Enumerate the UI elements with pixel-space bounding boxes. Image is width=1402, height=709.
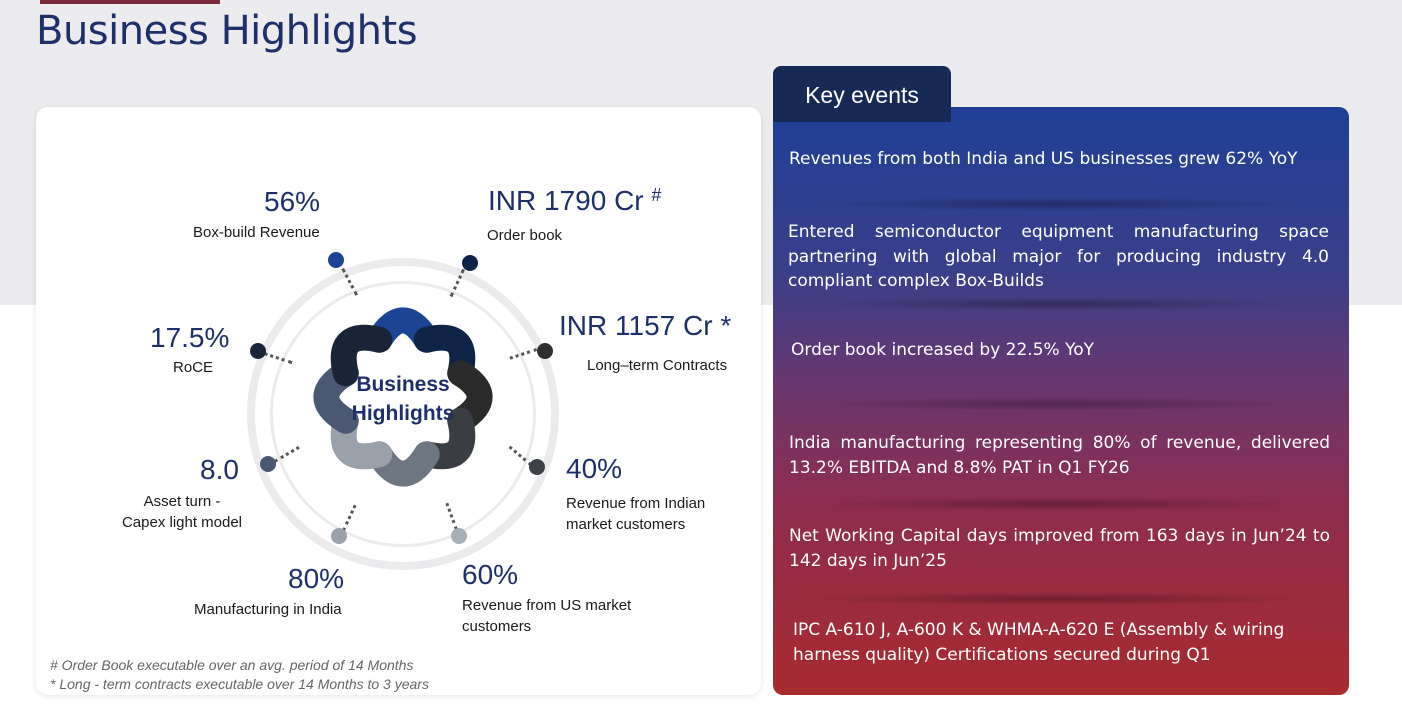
asset-turn-label-line2: Capex light model — [121, 514, 243, 531]
us-label-line2: customers — [462, 618, 532, 635]
manufacturing-value: 80% — [288, 563, 345, 594]
dot-manufacturing — [331, 528, 347, 544]
us-label-line1: Revenue from US market — [462, 597, 632, 614]
event-item: India manufacturing representing 80% of revenue, delivered 13.2% EBITDA and 8.8% PAT in Q1 FY26 — [789, 433, 1330, 478]
event-divider — [813, 297, 1303, 311]
indian-value: 40% — [566, 453, 623, 484]
asset-turn-value: 8.0 — [200, 454, 239, 485]
long-term-value — [559, 311, 731, 341]
center-label-line2: Highlights — [351, 402, 455, 425]
dot-indian — [529, 459, 545, 475]
long-term-footnote-mark: * — [720, 310, 732, 341]
asset-turn-label — [112, 491, 252, 533]
event-item: IPC A-610 J, A-600 K & WHMA-A-620 E (Assembly & wiring harness quality) Certifications secured during Q1 — [793, 620, 1285, 665]
flower-segment — [344, 338, 380, 374]
dot-asset-turn — [260, 456, 276, 472]
dot-box-build — [328, 252, 344, 268]
order-book-footnote-mark: # — [651, 185, 662, 205]
long-term-amount: INR 1157 Cr — [559, 310, 713, 341]
event-item: Revenues from both India and US businesses grew 62% YoY — [789, 149, 1298, 169]
manufacturing-label: Manufacturing in India — [194, 601, 342, 618]
event-divider — [813, 592, 1303, 606]
dot-roce — [250, 343, 266, 359]
order-book-value — [488, 186, 661, 216]
center-label — [333, 370, 473, 428]
us-value: 60% — [462, 559, 519, 590]
footnote-long-term: * Long - term contracts executable over 14 Months to 3 years — [50, 676, 429, 692]
box-build-label: Box-build Revenue — [193, 224, 320, 241]
asset-turn-label-line1: Asset turn - — [143, 493, 221, 510]
roce-value: 17.5% — [150, 322, 230, 353]
indian-label-line1: Revenue from Indian — [566, 495, 706, 512]
us-label — [462, 595, 631, 637]
order-book-amount: INR 1790 Cr — [488, 185, 644, 216]
event-divider — [813, 397, 1303, 411]
indian-label — [566, 493, 705, 535]
key-events-tab: Key events — [773, 66, 951, 122]
event-item: Order book increased by 22.5% YoY — [791, 340, 1094, 360]
footnote-order-book: # Order Book executable over an avg. period of 14 Months — [50, 657, 414, 673]
event-divider — [813, 497, 1303, 511]
event-divider — [813, 197, 1303, 211]
event-item: Net Working Capital days improved from 163 days in Jun’24 to 142 days in Jun’25 — [789, 526, 1330, 571]
indian-label-line2: market customers — [566, 516, 686, 533]
center-label-line1: Business — [356, 373, 450, 396]
dot-long-term — [537, 343, 553, 359]
roce-label: RoCE — [173, 359, 214, 376]
page-title: Business Highlights — [36, 8, 418, 54]
order-book-label: Order book — [487, 227, 563, 244]
event-item: Entered semiconductor equipment manufacturing space partnering with global major for producing industry 4.0 compliant complex Box-Builds — [788, 222, 1329, 291]
accent-bar — [40, 0, 220, 4]
long-term-label: Long–term Contracts — [587, 357, 728, 374]
dot-order-book — [462, 255, 478, 271]
box-build-value: 56% — [264, 186, 321, 217]
dot-us — [451, 528, 467, 544]
key-events-panel — [773, 107, 1349, 695]
